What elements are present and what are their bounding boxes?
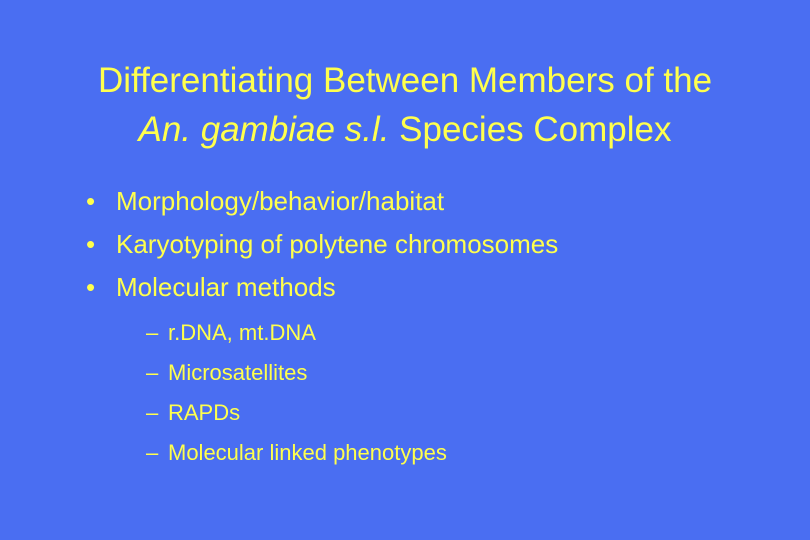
sub-bullet-marker: – [146,360,159,385]
sub-bullet-text: r.DNA, mt.DNA [168,320,316,345]
bullet-marker: • [86,229,96,259]
sub-bullet-text: RAPDs [168,400,241,425]
bullet-list [86,180,558,309]
sub-bullet-list [146,313,447,473]
bullet-item [86,266,558,309]
title-line-1: Differentiating Between Members of the [97,61,713,100]
sub-bullet-text: Microsatellites [168,360,308,385]
sub-bullet-item [146,393,447,433]
title-line-2-rest: Species Complex [389,110,672,149]
slide-title [0,56,810,154]
bullet-text: Morphology/behavior/habitat [116,186,445,216]
sub-bullet-item [146,433,447,473]
bullet-text: Karyotyping of polytene chromosomes [116,229,559,259]
sub-bullet-marker: – [146,320,159,345]
title-species-name: An. gambiae s.l. [138,110,390,149]
bullet-text: Molecular methods [116,272,336,302]
bullet-marker: • [86,272,96,302]
bullet-item [86,223,558,266]
sub-bullet-marker: – [146,440,159,465]
sub-bullet-text: Molecular linked phenotypes [168,440,447,465]
bullet-marker: • [86,186,96,216]
sub-bullet-item [146,313,447,353]
sub-bullet-item [146,353,447,393]
sub-bullet-marker: – [146,400,159,425]
bullet-item [86,180,558,223]
title-line-2 [0,105,810,154]
